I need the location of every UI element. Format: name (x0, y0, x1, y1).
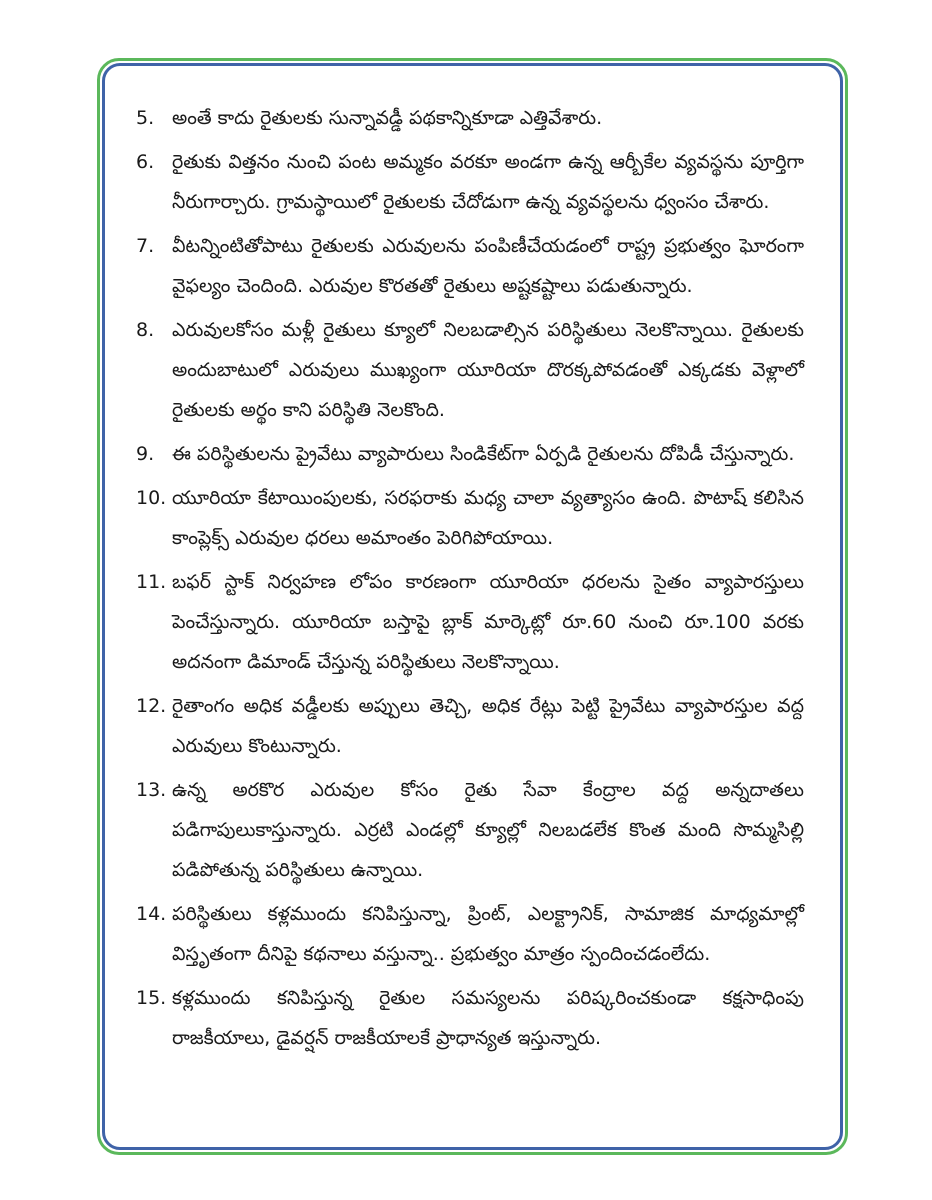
list-item-10 (136, 478, 804, 558)
item-number: 12. (136, 695, 167, 717)
item-number: 9. (136, 443, 155, 465)
list-item-8 (136, 310, 804, 430)
item-number: 11. (136, 571, 167, 593)
list-item-5 (136, 98, 804, 138)
item-text: వీటన్నింటితోపాటు రైతులకు ఎరువులను పంపిణీచేయడంలో రాష్ట్ర ప్రభుత్వం ఘోరంగా వైఫల్యం చెందింది. ఎరువుల కొరతతో రైతులు అష్టకష్టాలు పడుతున్నారు. (172, 235, 804, 297)
list-item-11 (136, 562, 804, 682)
item-text: ఎరువులకోసం మళ్లీ రైతులు క్యూలో నిలబడాల్సిన పరిస్థితులు నెలకొన్నాయి. రైతులకు అందుబాటులో ఎరువులు ముఖ్యంగా యూరియా దొరక్కపోవడంతో ఎక్కడకు వెళ్లాలో రైతులకు అర్థం కాని పరిస్థితి నెలకొంది. (172, 319, 804, 421)
list-item-9 (136, 434, 804, 474)
list-item-13 (136, 770, 804, 890)
item-number: 5. (136, 107, 155, 129)
item-text: రైతాంగం అధిక వడ్డీలకు అప్పులు తెచ్చి, అధిక రేట్లు పెట్టి ప్రైవేటు వ్యాపారస్తుల వద్ద ఎరువులు కొంటున్నారు. (172, 695, 804, 757)
item-number: 8. (136, 319, 155, 341)
list-item-15 (136, 978, 804, 1058)
list-item-6 (136, 142, 804, 222)
item-number: 13. (136, 779, 167, 801)
item-text: అంతే కాదు రైతులకు సున్నావడ్డీ పథకాన్నికూడా ఎత్తివేశారు. (172, 107, 603, 129)
list-item-12 (136, 686, 804, 766)
item-text: కళ్లముందు కనిపిస్తున్న రైతుల సమస్యలను పరిష్కరించకుండా కక్షసాధింపు రాజకీయాలు, డైవర్షన్ రాజకీయాలకే ప్రాధాన్యత ఇస్తున్నారు. (172, 987, 804, 1049)
item-text: బఫర్ స్టాక్ నిర్వహణ లోపం కారణంగా యూరియా ధరలను సైతం వ్యాపారస్తులు పెంచేస్తున్నారు. యూరియా బస్తాపై బ్లాక్ మార్కెట్లో రూ.60 నుంచి రూ.100 వరకు అదనంగా డిమాండ్ చేస్తున్న పరిస్థితులు నెలకొన్నాయి. (172, 571, 804, 673)
item-text: పరిస్థితులు కళ్లముందు కనిపిస్తున్నా, ప్రింట్, ఎలక్ట్రానిక్, సామాజిక మాధ్యమాల్లో విస్తృతంగా దీనిపై కథనాలు వస్తున్నా.. ప్రభుత్వం మాత్రం స్పందించడంలేదు. (172, 903, 804, 965)
item-text: యూరియా కేటాయింపులకు, సరఫరాకు మధ్య చాలా వ్యత్యాసం ఉంది. పొటాష్ కలిసిన కాంప్లెక్స్ ఎరువుల ధరలు అమాంతం పెరిగిపోయాయి. (172, 487, 804, 549)
item-text: ఉన్న అరకొర ఎరువుల కోసం రైతు సేవా కేంద్రాల వద్ద అన్నదాతలు పడిగాపులుకాస్తున్నారు. ఎర్రటి ఎండల్లో క్యూల్లో నిలబడలేక కొంత మంది సొమ్మసిల్లి పడిపోతున్న పరిస్థితులు ఉన్నాయి. (172, 779, 804, 881)
item-text: ఈ పరిస్థితులను ప్రైవేటు వ్యాపారులు సిండికేట్‌గా ఏర్పడి రైతులను దోపిడీ చేస్తున్నారు. (172, 443, 795, 465)
item-number: 7. (136, 235, 155, 257)
item-text: రైతుకు విత్తనం నుంచి పంట అమ్మకం వరకూ అండగా ఉన్న ఆర్బీకేల వ్యవస్థను పూర్తిగా నీరుగార్చారు. గ్రామస్థాయిలో రైతులకు చేదోడుగా ఉన్న వ్యవస్థలను ధ్వంసం చేశారు. (172, 151, 804, 213)
document-body (136, 98, 804, 1062)
item-number: 10. (136, 487, 167, 509)
item-number: 15. (136, 987, 167, 1009)
item-number: 6. (136, 151, 155, 173)
list-item-14 (136, 894, 804, 974)
item-number: 14. (136, 903, 167, 925)
list-item-7 (136, 226, 804, 306)
